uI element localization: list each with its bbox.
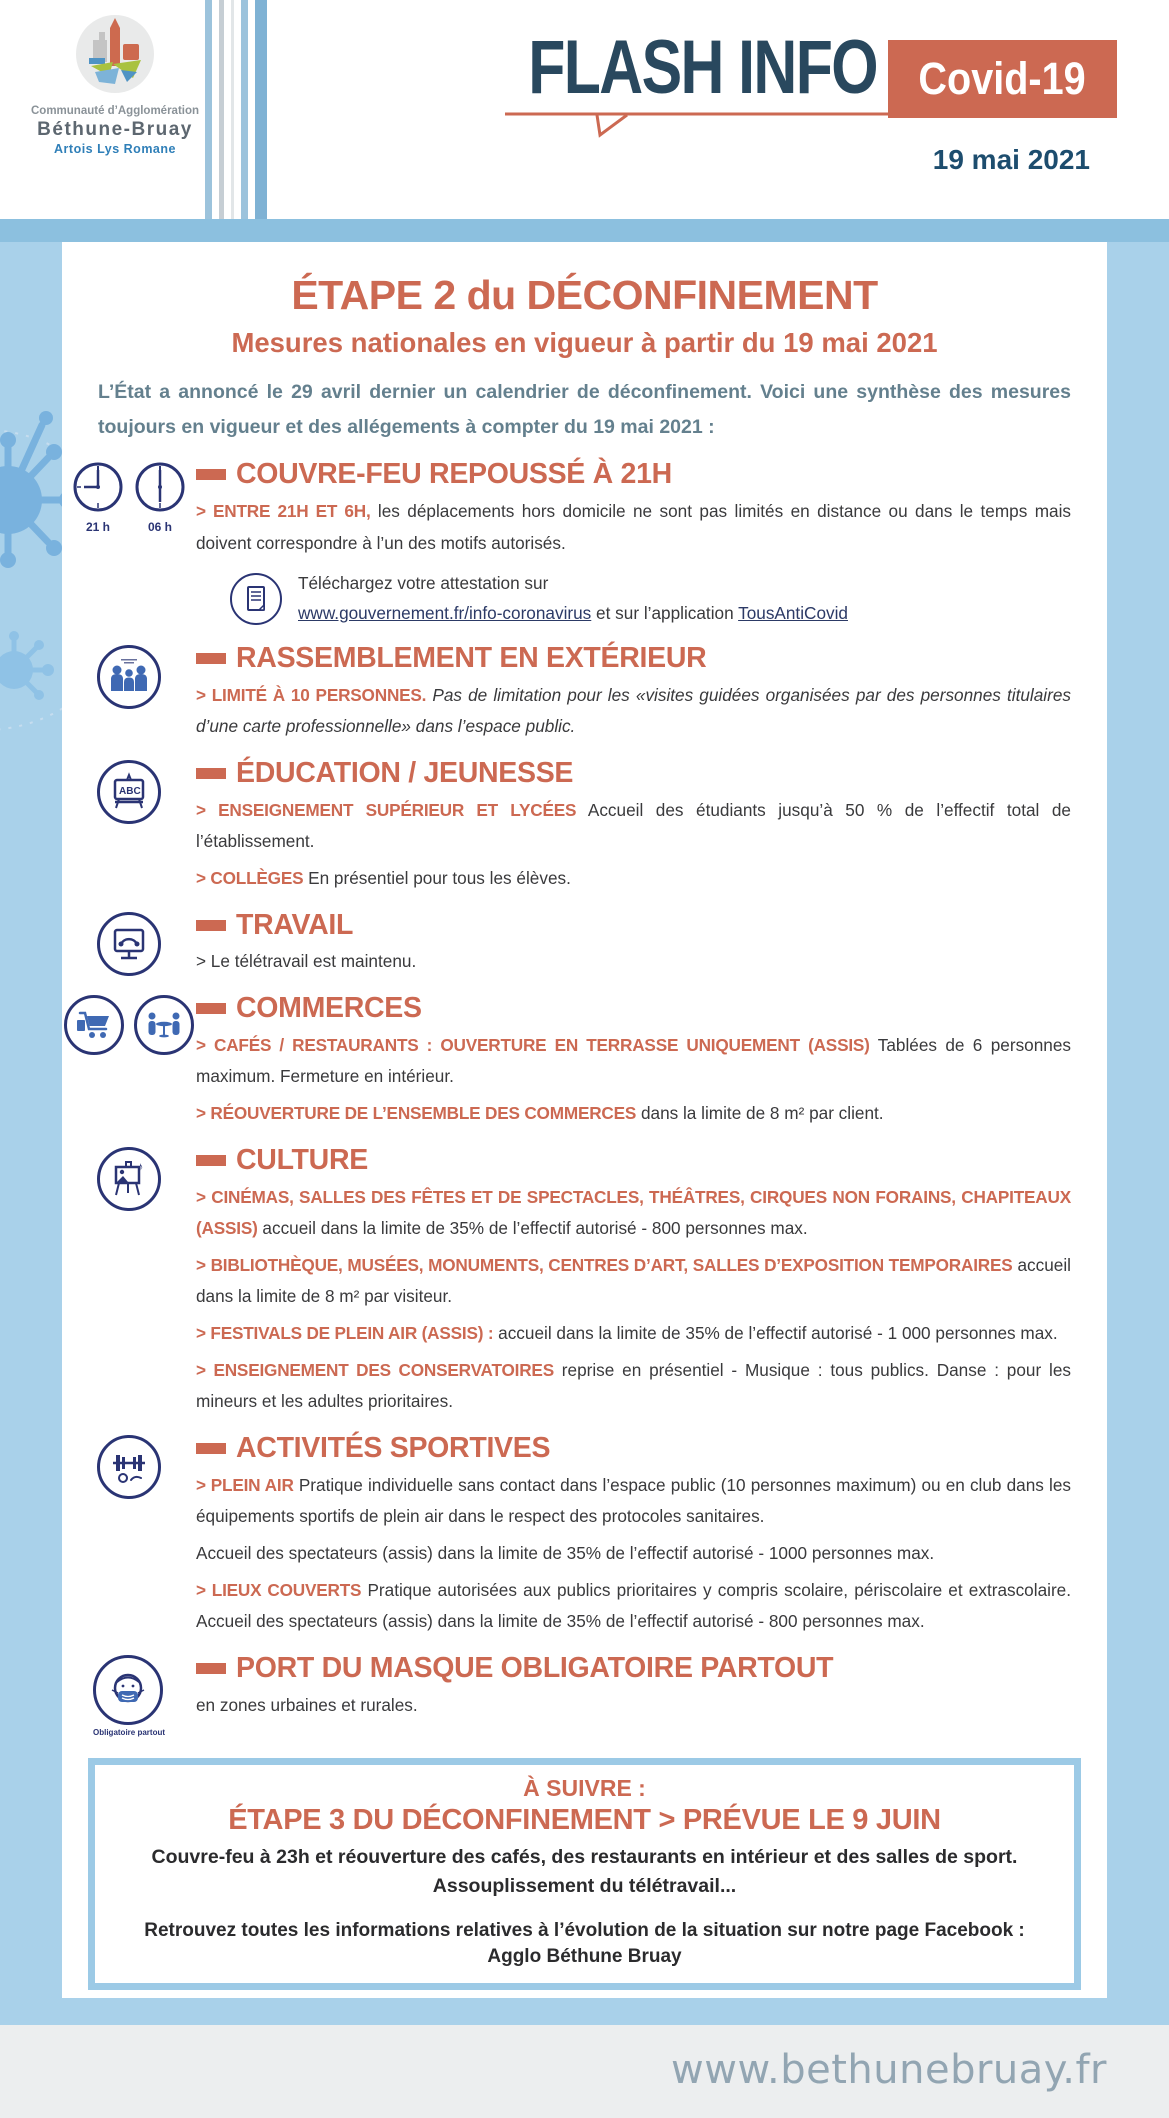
attestation-mid-text: et sur l’application xyxy=(591,602,739,623)
clock-06h-label: 06 h xyxy=(147,520,172,535)
section-title-text: RASSEMBLEMENT EN EXTÉRIEUR xyxy=(236,641,707,674)
abc-board-icon xyxy=(97,760,161,824)
page-subtitle: Mesures nationales en vigueur à partir du 19 mai 2021 xyxy=(231,327,938,358)
paragraph-text: dans la limite de 8 m² par client. xyxy=(636,1103,884,1124)
heading-dash-icon xyxy=(196,920,226,931)
section-title xyxy=(196,992,1071,1025)
paragraph-text: les déplacements hors domicile ne sont pas limités en distance ou dans le temps mais doivent correspondre à l’un des motifs autorisés. xyxy=(196,501,1071,553)
masthead-title: FLASH INFO xyxy=(528,25,877,110)
section-paragraph xyxy=(196,1575,1071,1638)
tousanticovid-link[interactable]: TousAntiCovid xyxy=(738,602,848,623)
content-card xyxy=(62,242,1107,1998)
covid-badge xyxy=(888,40,1117,118)
section-title xyxy=(196,642,1071,675)
footer xyxy=(0,2025,1169,2118)
section-paragraph xyxy=(196,1470,1071,1533)
paragraph-text: Pratique autorisées aux publics prioritaires y compris scolaire, périscolaire et extrascolaire. Accueil des spectateurs (assis) dans la limite de 35% de l’effectif autorisé - 800 personnes max. xyxy=(196,1579,1071,1632)
heading-dash-icon xyxy=(196,1155,226,1166)
org-line3: Artois Lys Romane xyxy=(54,142,176,156)
section-culture xyxy=(62,1144,1107,1418)
header xyxy=(0,0,1169,219)
heading-dash-icon xyxy=(196,1003,226,1014)
section-paragraph xyxy=(196,1318,1071,1350)
follow-note: Retrouvez toutes les informations relatives à l’évolution de la situation sur notre page Facebook : Agglo Béthune Bruay xyxy=(144,1919,1025,1968)
section-rassemblement xyxy=(62,642,1107,743)
heading-dash-icon xyxy=(196,469,226,480)
section-paragraph xyxy=(196,946,1071,978)
paragraph-lead: > CINÉMAS, SALLES DES FÊTES ET DE SPECTACLES, THÉÂTRES, CIRQUES NON FORAINS, CHAPITEAUX (ASSIS) xyxy=(196,1186,1071,1239)
section-title-text: COUVRE-FEU REPOUSSÉ À 21H xyxy=(236,458,672,491)
paragraph-lead: > COLLÈGES xyxy=(196,868,304,889)
page-title: ÉTAPE 2 du DÉCONFINEMENT xyxy=(291,272,878,318)
section-paragraph xyxy=(196,863,1071,895)
section-paragraph xyxy=(196,795,1071,858)
section-title-text: ACTIVITÉS SPORTIVES xyxy=(236,1432,551,1464)
culture-easel-icon xyxy=(97,1147,161,1211)
section-title xyxy=(196,458,1071,491)
clock-06h-icon xyxy=(134,461,186,534)
follow-body: Couvre-feu à 23h et réouverture des cafés, des restaurants en intérieur et des salles de sport. Assouplissement du télétravail... xyxy=(151,1846,1018,1897)
heading-dash-icon xyxy=(196,1443,226,1454)
section-title-text: TRAVAIL xyxy=(236,908,354,941)
paragraph-text: En présentiel pour tous les élèves. xyxy=(303,868,571,889)
attestation-document-icon xyxy=(230,573,282,625)
paragraph-text: reprise en présentiel - Musique : tous publics. Danse : pour les mineurs et les adultes prioritaires. xyxy=(196,1359,1071,1412)
mask-face-icon xyxy=(93,1655,165,1737)
paragraph-lead: > PLEIN AIR xyxy=(196,1474,294,1495)
section-paragraph xyxy=(196,1098,1071,1130)
paragraph-lead: > CAFÉS / RESTAURANTS : OUVERTURE EN TERRASSE UNIQUEMENT (ASSIS) xyxy=(196,1034,870,1055)
section-paragraph xyxy=(196,1182,1071,1245)
section-couvre-feu xyxy=(62,458,1107,628)
follow-heading: À SUIVRE : xyxy=(523,1775,646,1802)
covid-badge-label: Covid-19 xyxy=(918,53,1087,104)
section-paragraph xyxy=(196,1030,1071,1093)
section-paragraph xyxy=(196,680,1071,743)
mask-icon-caption: Obligatoire partout xyxy=(93,1727,165,1737)
section-title-text: ÉDUCATION / JEUNESSE xyxy=(236,756,574,789)
agglo-logo xyxy=(20,14,210,156)
section-activites-sportives xyxy=(62,1432,1107,1638)
divider-bar xyxy=(0,219,1169,242)
paragraph-text: accueil dans la limite de 8 m² par visiteur. xyxy=(196,1254,1071,1307)
svg-text:ABC: ABC xyxy=(119,785,141,797)
section-paragraph xyxy=(196,496,1071,559)
paragraph-text: Tablées de 6 personnes maximum. Fermeture en intérieur. xyxy=(196,1034,1071,1087)
paragraph-text: accueil dans la limite de 35% de l’effectif autorisé - 1 000 personnes max. xyxy=(493,1323,1058,1344)
org-line1: Communauté d’Agglomération xyxy=(30,105,200,117)
agglo-logo-icon xyxy=(75,14,155,94)
section-paragraph xyxy=(196,1355,1071,1418)
section-paragraph xyxy=(196,1690,1071,1722)
section-paragraph xyxy=(196,1250,1071,1313)
intro-paragraph: L’État a annoncé le 29 avril dernier un calendrier de déconfinement. Voici une synthèse des mesures toujours en vigueur et des allégements à compter du 19 mai 2021 : xyxy=(98,381,1071,438)
clock-21h-label: 21 h xyxy=(85,520,110,535)
follow-up-box xyxy=(88,1758,1081,1990)
paragraph-lead: > BIBLIOTHÈQUE, MUSÉES, MONUMENTS, CENTRES D’ART, SALLES D’EXPOSITION TEMPORAIRES xyxy=(196,1254,1013,1275)
section-title xyxy=(196,757,1071,790)
paragraph-text: accueil dans la limite de 35% de l’effectif autorisé - 800 personnes max. xyxy=(257,1218,808,1239)
follow-title: ÉTAPE 3 DU DÉCONFINEMENT > PRÉVUE LE 9 JUIN xyxy=(228,1804,941,1837)
telework-monitor-icon xyxy=(97,912,161,976)
gouvernement-link[interactable]: www.gouvernement.fr/info-coronavirus xyxy=(298,602,592,623)
section-title-text: COMMERCES xyxy=(236,992,422,1025)
section-education xyxy=(62,757,1107,895)
footer-url[interactable]: www.bethunebruay.fr xyxy=(671,2047,1107,2093)
terrace-cafe-icon xyxy=(134,995,194,1055)
svg-text:♪: ♪ xyxy=(137,1158,144,1174)
people-group-icon xyxy=(97,645,161,709)
section-masque xyxy=(62,1652,1107,1737)
attestation-links xyxy=(298,599,848,628)
heading-dash-icon xyxy=(196,653,226,664)
section-commerces xyxy=(62,992,1107,1130)
section-title xyxy=(196,1432,1071,1465)
attestation-block xyxy=(230,569,1071,627)
section-title-text: PORT DU MASQUE OBLIGATOIRE PARTOUT xyxy=(236,1651,834,1684)
section-title xyxy=(196,1144,1071,1177)
heading-dash-icon xyxy=(196,768,226,779)
paragraph-lead: > ENSEIGNEMENT SUPÉRIEUR ET LYCÉES xyxy=(196,799,577,820)
paragraph-text: Pratique individuelle sans contact dans l’espace public (10 personnes maximum) ou en club dans les équipements sportifs de plein air dans le respect des protocoles sanitaires. xyxy=(196,1474,1071,1527)
paragraph-lead: > RÉOUVERTURE DE L’ENSEMBLE DES COMMERCES xyxy=(196,1103,637,1124)
section-travail xyxy=(62,909,1107,978)
paragraph-lead: > FESTIVALS DE PLEIN AIR (ASSIS) : xyxy=(196,1323,494,1344)
org-name: Béthune-Bruay xyxy=(37,119,193,140)
section-title xyxy=(196,909,1071,942)
paragraph-lead: > LIMITÉ À 10 PERSONNES. xyxy=(196,684,427,705)
section-paragraph xyxy=(196,1538,1071,1570)
paragraph-text: Accueil des étudiants jusqu’à 50 % de l’effectif total de l’établissement. xyxy=(196,799,1071,852)
decorative-stripes xyxy=(205,0,267,219)
section-title-text: CULTURE xyxy=(236,1143,368,1176)
shopping-cart-icon xyxy=(64,995,124,1055)
clock-21h-icon xyxy=(72,461,124,534)
section-title xyxy=(196,1652,1071,1685)
paragraph-lead: > ENTRE 21H ET 6H, xyxy=(196,501,371,522)
date: 19 mai 2021 xyxy=(932,144,1090,175)
paragraph-lead: > LIEUX COUVERTS xyxy=(196,1579,362,1600)
paragraph-text: Pas de limitation pour les «visites guidées organisées par des personnes titulaires d’une carte professionnelle» dans l’espace public. xyxy=(196,684,1071,737)
sports-equipment-icon xyxy=(97,1435,161,1499)
paragraph-text: > Le télétravail est maintenu. xyxy=(196,951,417,972)
speech-underline-icon xyxy=(505,112,1120,140)
attestation-line: Téléchargez votre attestation sur xyxy=(298,573,549,594)
paragraph-text: Accueil des spectateurs (assis) dans la limite de 35% de l’effectif autorisé - 1000 personnes max. xyxy=(196,1543,935,1564)
heading-dash-icon xyxy=(196,1663,226,1674)
paragraph-lead: > ENSEIGNEMENT DES CONSERVATOIRES xyxy=(196,1359,554,1380)
paragraph-text: en zones urbaines et rurales. xyxy=(196,1694,418,1715)
